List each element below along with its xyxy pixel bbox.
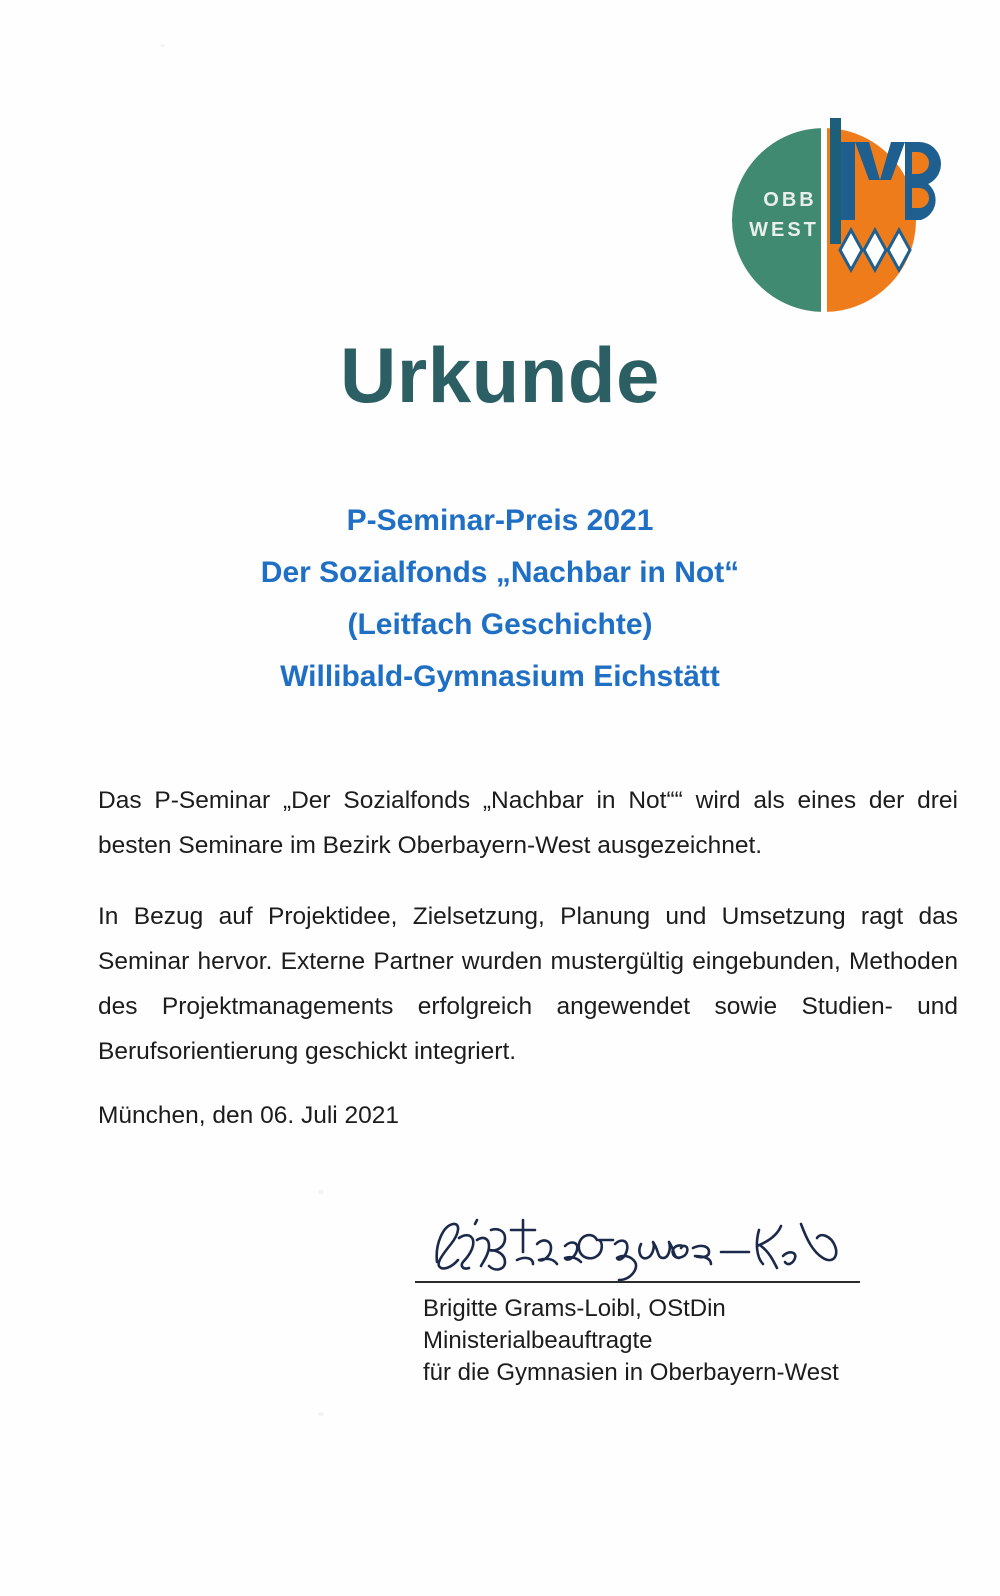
award-subtitle [0,495,1000,703]
subtitle-line-1: P-Seminar-Preis 2021 [346,504,654,537]
logo-text-bottom: WEST [749,219,819,241]
subtitle-line-4: Willibald-Gymnasium Eichstätt [280,660,720,693]
signatory-details [423,1293,875,1389]
logo-text-top: OBB [763,189,817,211]
logo-icon [712,118,942,318]
paper-speck [318,1190,324,1194]
subtitle-line-3: (Leitfach Geschichte) [347,608,653,641]
mb-obb-west-logo [712,118,942,318]
signature-rule [415,1281,860,1283]
subtitle-line-2: Der Sozialfonds „Nachbar in Not“ [260,556,740,589]
body-paragraph-2: In Bezug auf Projektidee, Zielsetzung, Planung und Umsetzung ragt das Seminar hervor. Externe Partner wurden mustergültig eingebunden, Methoden des Projektmanagements erfolgreich angewendet sowie Studien- und Berufsorientierung geschickt integriert. [98,903,958,1065]
signatory-role-1: Ministerialbeauftragte [423,1327,653,1354]
body-paragraph-1: Das P-Seminar „Der Sozialfonds „Nachbar in Not““ wird als eines der drei besten Seminare im Bezirk Oberbayern-West ausgezeichnet. [98,787,958,859]
signatory-role-2: für die Gymnasien in Oberbayern-West [423,1359,839,1386]
place-and-date: München, den 06. Juli 2021 [98,1102,400,1129]
handwritten-signature-icon [425,1200,855,1285]
paper-speck [318,1412,324,1416]
paper-speck [160,44,165,47]
body-text [98,778,958,1074]
signatory-name: Brigitte Grams-Loibl, OStDin [423,1295,726,1322]
signature-block [415,1200,875,1389]
page-title: Urkunde [340,331,660,419]
